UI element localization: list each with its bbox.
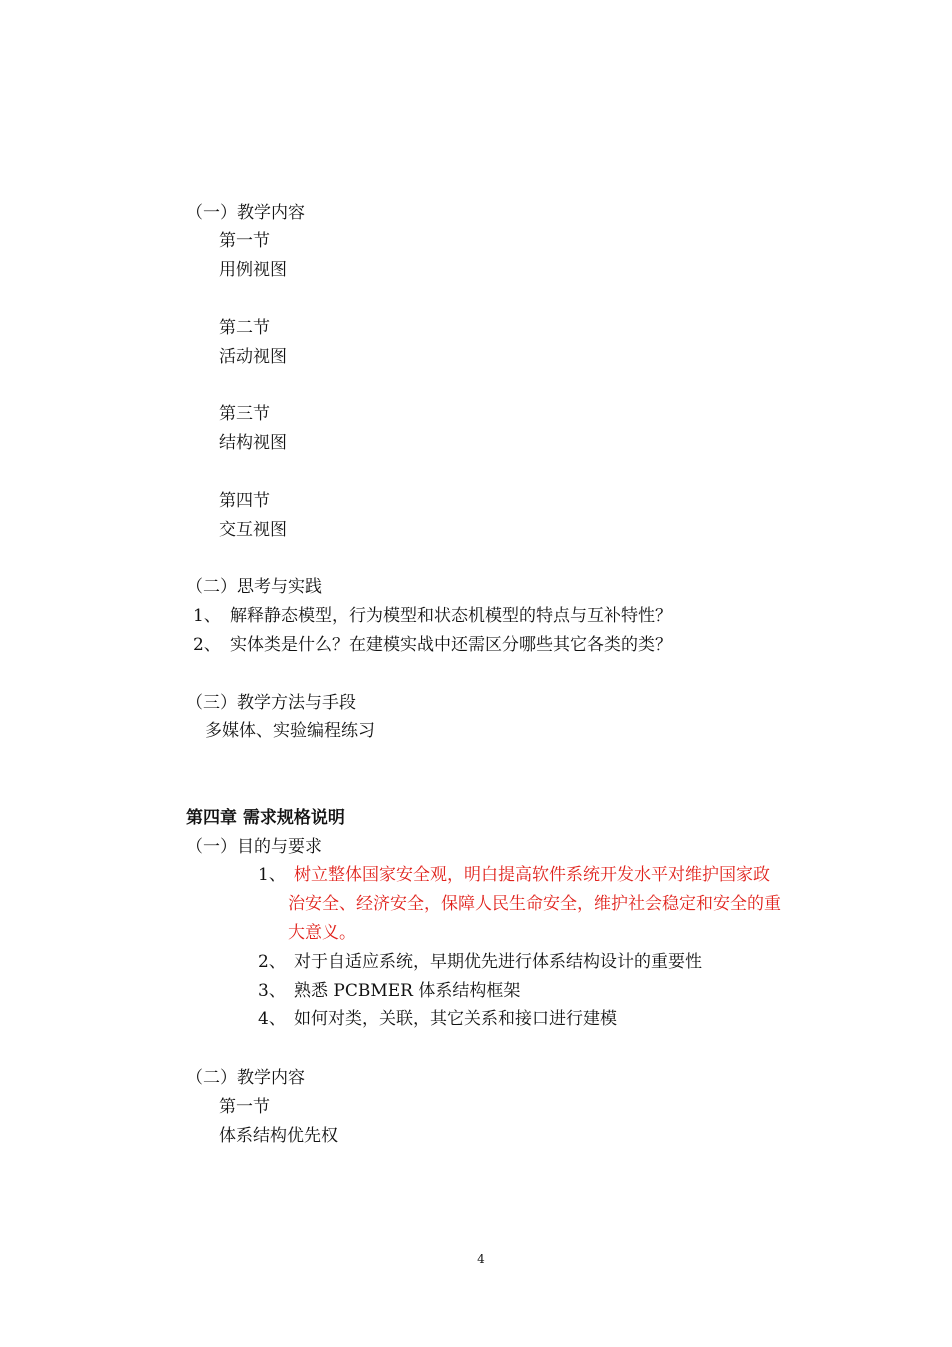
question-2-number: 2、 (193, 635, 221, 655)
question-1 (193, 605, 672, 627)
question-2 (193, 634, 672, 656)
goal-2 (258, 951, 702, 973)
section-4-topic: 交互视图 (219, 520, 287, 540)
goal-2-number: 2、 (258, 952, 286, 972)
goal-4 (258, 1008, 617, 1030)
goal-1-text-line-1: 树立整体国家安全观，明白提高软件系统开发水平对维护国家政 (294, 865, 770, 885)
methods-text: 多媒体、实验编程练习 (205, 721, 375, 741)
section-1-node: 第一节 (219, 231, 270, 251)
section-4-node: 第四节 (219, 491, 270, 511)
goal-2-text: 对于自适应系统，早期优先进行体系结构设计的重要性 (294, 952, 702, 972)
section-3-node: 第三节 (219, 404, 270, 424)
goal-3-text: 熟悉 PCBMER 体系结构框架 (294, 981, 521, 1001)
question-2-text: 实体类是什么？在建模实战中还需区分哪些其它各类的类？ (230, 635, 672, 655)
section-title-methods: （三）教学方法与手段 (186, 693, 356, 713)
goal-1-line-1 (258, 864, 770, 886)
goal-4-text: 如何对类，关联，其它关系和接口进行建模 (294, 1009, 617, 1029)
goal-4-number: 4、 (258, 1009, 286, 1029)
section-3-topic: 结构视图 (219, 433, 287, 453)
question-1-text: 解释静态模型，行为模型和状态机模型的特点与互补特性？ (230, 606, 672, 626)
goal-3-number: 3、 (258, 981, 286, 1001)
content-node: 第一节 (219, 1097, 270, 1117)
goal-3 (258, 980, 520, 1002)
section-2-topic: 活动视图 (219, 347, 287, 367)
section-title-teaching-content: （一）教学内容 (186, 203, 305, 223)
goal-1-line-3: 大意义。 (288, 923, 356, 943)
content-topic: 体系结构优先权 (219, 1126, 338, 1146)
content-title: （二）教学内容 (186, 1068, 305, 1088)
section-title-practice: （二）思考与实践 (186, 577, 322, 597)
goal-1-line-2: 治安全、经济安全，保障人民生命安全，维护社会稳定和安全的重 (288, 894, 781, 914)
question-1-number: 1、 (193, 606, 221, 626)
goal-1-number: 1、 (258, 865, 286, 885)
section-1-topic: 用例视图 (219, 260, 287, 280)
chapter-heading: 第四章 需求规格说明 (186, 808, 345, 828)
section-2-node: 第二节 (219, 318, 270, 338)
page-number: 4 (477, 1252, 485, 1266)
goals-title: （一）目的与要求 (186, 837, 322, 857)
